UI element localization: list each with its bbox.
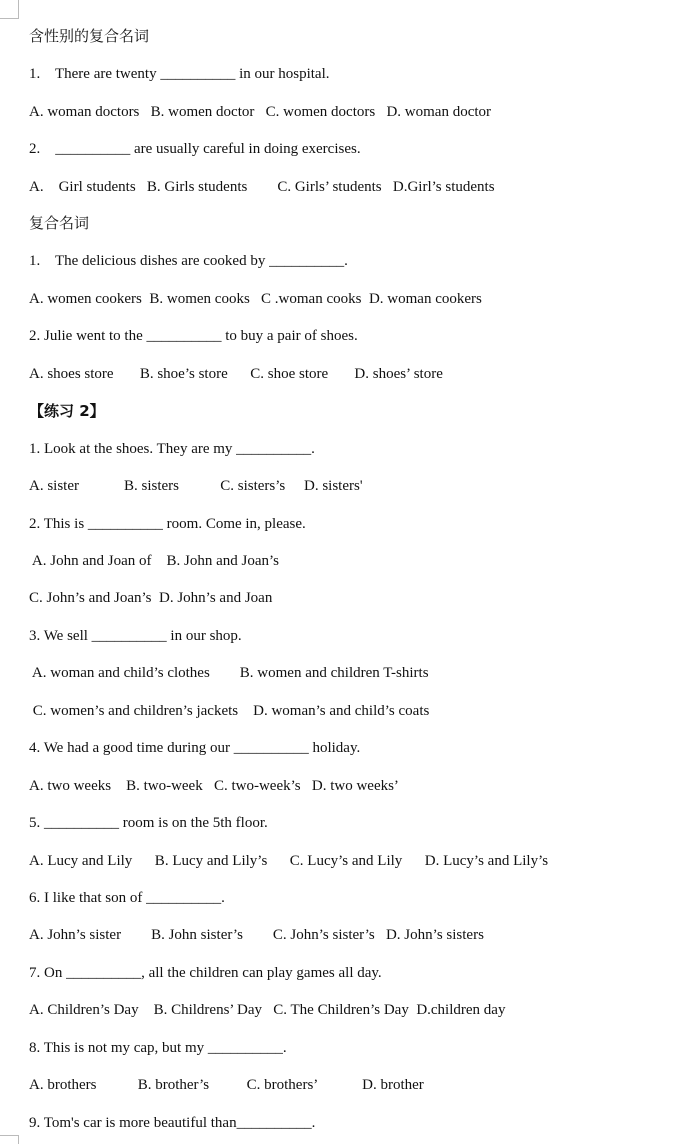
- options-line: A. women cookers B. women cooks C .woman cooks D. woman cookers: [29, 291, 482, 307]
- question-line: 1. Look at the shoes. They are my __________.: [29, 441, 315, 457]
- corner-mark-top-left: [0, 0, 19, 19]
- question-line: 1. There are twenty __________ in our hospital.: [29, 66, 330, 82]
- options-line: A. Girl students B. Girls students C. Girls’ students D.Girl’s students: [29, 179, 495, 195]
- options-line: C. women’s and children’s jackets D. woman’s and child’s coats: [29, 703, 430, 719]
- question-line: 3. We sell __________ in our shop.: [29, 628, 242, 644]
- section-heading-compound-nouns: 复合名词: [29, 214, 90, 232]
- question-line: 4. We had a good time during our __________ holiday.: [29, 740, 361, 756]
- options-line: A. Lucy and Lily B. Lucy and Lily’s C. Lucy’s and Lily D. Lucy’s and Lily’s: [29, 853, 549, 869]
- question-line: 7. On __________, all the children can play games all day.: [29, 965, 382, 981]
- options-line: A. sister B. sisters C. sisters’s D. sisters': [29, 478, 363, 494]
- question-line: 2. This is __________ room. Come in, please.: [29, 516, 306, 532]
- corner-mark-bottom-left: [0, 1135, 19, 1144]
- options-line: A. two weeks B. two-week C. two-week’s D. two weeks’: [29, 778, 399, 794]
- question-line: 9. Tom's car is more beautiful than__________.: [29, 1115, 316, 1131]
- section-heading-practice-2: 【练习 2】: [29, 402, 105, 420]
- question-line: 2. __________ are usually careful in doing exercises.: [29, 141, 361, 157]
- options-line: A. Children’s Day B. Childrens’ Day C. The Children’s Day D.children day: [29, 1002, 506, 1018]
- question-line: 2. Julie went to the __________ to buy a pair of shoes.: [29, 328, 358, 344]
- question-line: 6. I like that son of __________.: [29, 890, 225, 906]
- question-line: 8. This is not my cap, but my __________.: [29, 1040, 287, 1056]
- question-line: 1. The delicious dishes are cooked by __________.: [29, 253, 348, 269]
- section-heading-gender-compound-nouns: 含性别的复合名词: [29, 27, 150, 45]
- options-line: A. John and Joan of B. John and Joan’s: [29, 553, 279, 569]
- options-line: A. shoes store B. shoe’s store C. shoe store D. shoes’ store: [29, 366, 443, 382]
- options-line: C. John’s and Joan’s D. John’s and Joan: [29, 590, 273, 606]
- options-line: A. John’s sister B. John sister’s C. John’s sister’s D. John’s sisters: [29, 927, 484, 943]
- question-line: 5. __________ room is on the 5th floor.: [29, 815, 268, 831]
- options-line: A. woman doctors B. women doctor C. women doctors D. woman doctor: [29, 104, 492, 120]
- options-line: A. brothers B. brother’s C. brothers’ D. brother: [29, 1077, 424, 1093]
- options-line: A. woman and child’s clothes B. women and children T-shirts: [29, 665, 429, 681]
